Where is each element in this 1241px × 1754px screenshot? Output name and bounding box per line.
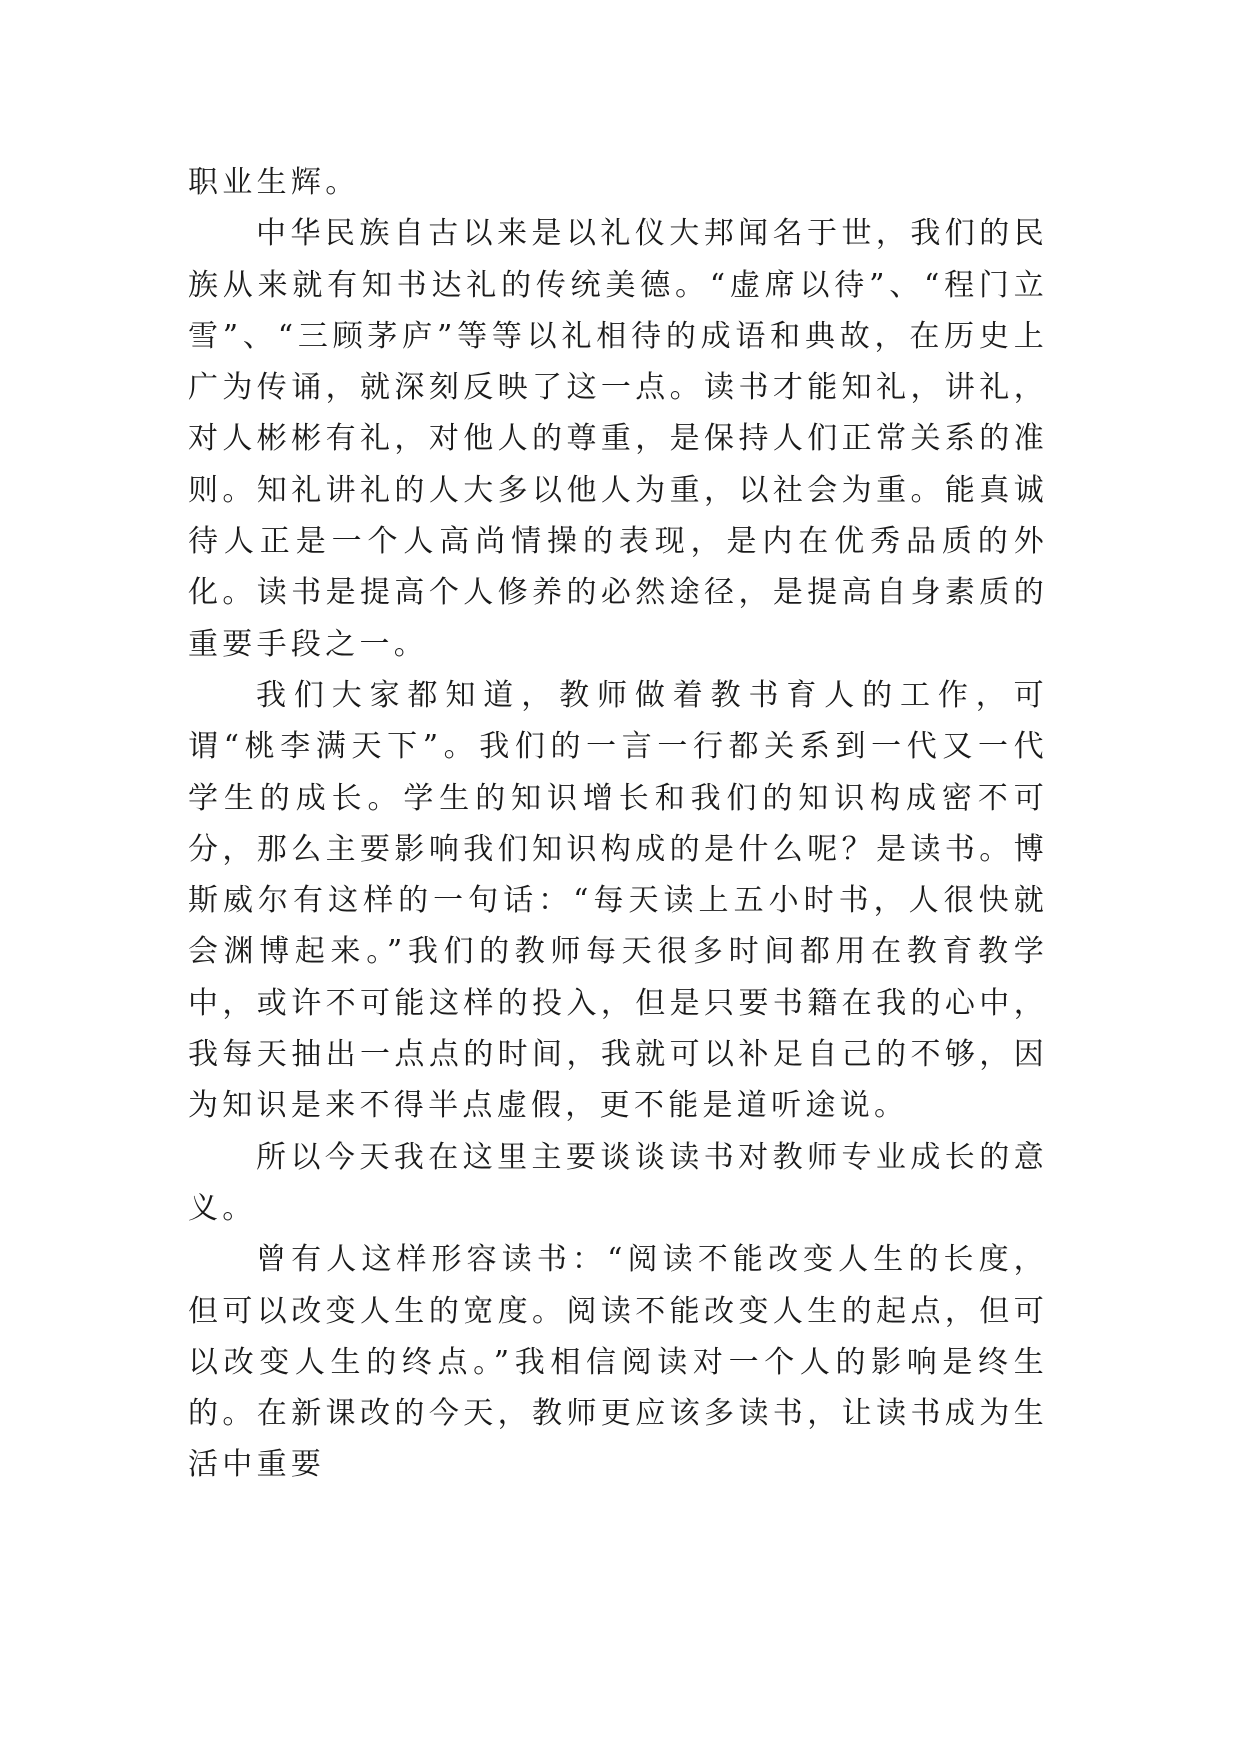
paragraph-4: 所以今天我在这里主要谈谈读书对教师专业成长的意义。 [188,1139,1048,1226]
body-text [188,157,1048,1491]
paragraph-5: 曾有人这样形容读书：“阅读不能改变人生的长度，但可以改变人生的宽度。阅读不能改变人生的起点，但可以改变人生的终点。”我相信阅读对一个人的影响是终生的。在新课改的今天，教师更应该多读书，让读书成为生活中重要 [188,1242,1048,1483]
paragraph-3: 我们大家都知道，教师做着教书育人的工作，可谓“桃李满天下”。我们的一言一行都关系到一代又一代学生的成长。学生的知识增长和我们的知识构成密不可分，那么主要影响我们知识构成的是什么呢？是读书。博斯威尔有这样的一句话：“每天读上五小时书，人很快就会渊博起来。”我们的教师每天很多时间都用在教育教学中，或许不可能这样的投入，但是只要书籍在我的心中，我每天抽出一点点的时间，我就可以补足自己的不够，因为知识是来不得半点虚假，更不能是道听途说。 [188,677,1048,1124]
paragraph-2: 中华民族自古以来是以礼仪大邦闻名于世，我们的民族从来就有知书达礼的传统美德。“虚席以待”、“程门立雪”、“三顾茅庐”等等以礼相待的成语和典故，在历史上广为传诵，就深刻反映了这一点。读书才能知礼，讲礼，对人彬彬有礼，对他人的尊重，是保持人们正常关系的准则。知礼讲礼的人大多以他人为重，以社会为重。能真诚待人正是一个人高尚情操的表现，是内在优秀品质的外化。读书是提高个人修养的必然途径，是提高自身素质的重要手段之一。 [188,216,1048,662]
paragraph-1: 职业生辉。 [188,165,360,200]
